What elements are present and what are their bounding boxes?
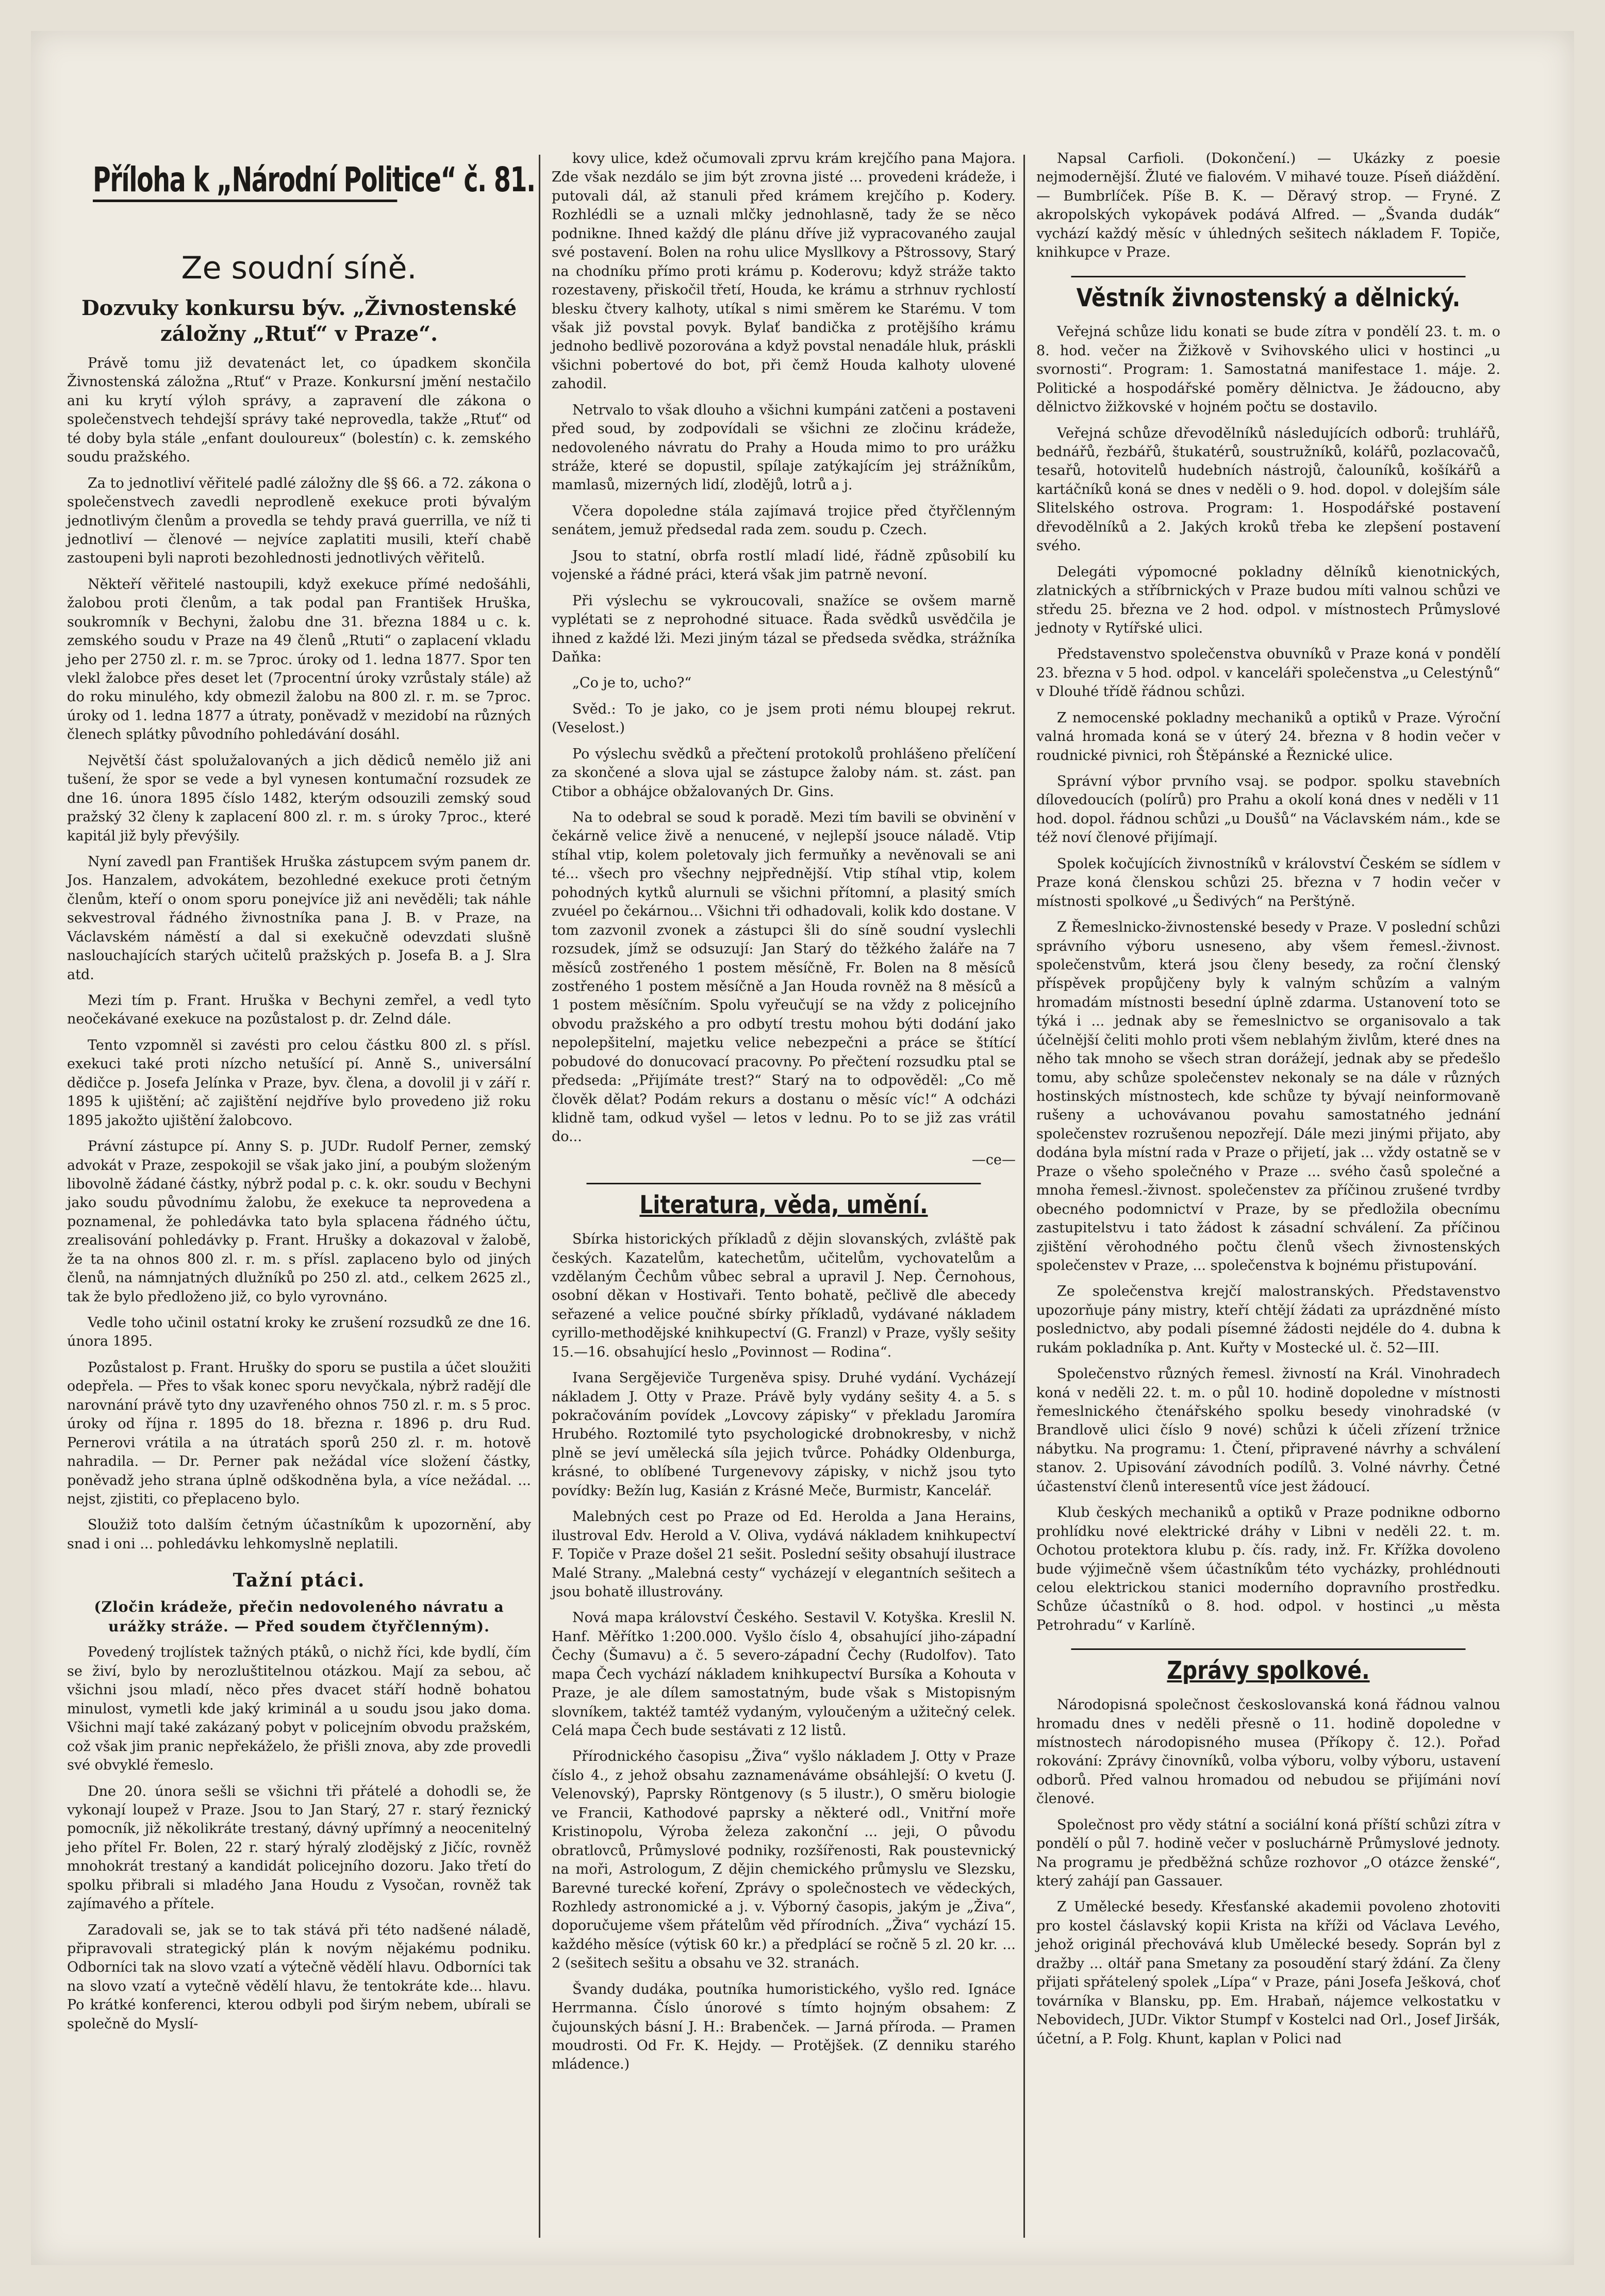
column-3 xyxy=(1036,150,1500,2056)
paragraph: Nová mapa království Českého. Sestavil V. Kotyška. Kreslil N. Hanf. Měřítko 1:200.000. Vyšlo číslo 4, obsahující jiho-západní Čechy (Šumavu) a č. 5 severo-západní Čechy (Rudolfov). Tato mapa Čech vychází nákladem knihkupectví Bursíka a Kohouta v Praze, je ale dílem samostatným, bude však s Mistopisným slovníkem, taktéž tamtéž vydaným, vyloučeným a užitečný celek. Celá mapa Čech bude sestávati z 12 listů. xyxy=(552,1610,1016,1739)
paragraph: Pozůstalost p. Frant. Hrušky do sporu se pustila a účet sloužiti odepřela. — Přes to však konec sporu nevyčkala, nýbrž radějí dle narovnání právě tyto dny uzavřeného ohnos 750 zl. r. m. s 5 proc. úroky od října r. 1895 do 18. března r. 1896 p. dru Rud. Pernerovi vrátila a na útratách sporů 250 zl. r. m. hotově nahradila. — Dr. Perner pak nežádal více složení částky, poněvadž jeho strana úplně odškodněna byla, a více nežádal. ... nejst, zjistiti, co přeplaceno bylo. xyxy=(67,1359,531,1507)
paragraph: Někteří věřitelé nastoupili, když exekuce přímé nedošáhli, žalobou proti členům, a tak podal pan František Hruška, soukromník v Bechyni, žalobu dne 31. března 1884 u c. k. zemského soudu v Praze na 49 členů „Rtuti“ o zaplacení vkladu jeho per 2750 zl. r. m. se 7proc. úroky od 1. ledna 1877. Spor ten vlekl žalobce přes deset let (7procentní úroky vzrůstaly stále) až do roku minulého, kdy obmezil žalobu na 800 zl. r. m. se 7proc. úroky od 1. ledna 1877 a útraty, poněvadž v mezidobí na různých členech splátky původního pohledávání dosáhl. xyxy=(67,576,531,743)
section-heading: Zprávy spolkové. xyxy=(1071,1648,1466,1688)
paragraph: Napsal Carfioli. (Dokončení.) — Ukázky z poesie nejmodernější. Žluté ve fialovém. V mihavé touze. Píseň diáždění. — Bumbrlíček. Píše B. K. — Děravý strop. — Fryné. Z akropolských vykopávek podává Alfred. — „Švanda dudák“ vychází každý měsíc v úhledných sešitech nákladem F. Topiče, knihkupce v Praze. xyxy=(1036,151,1500,261)
section-heading: Věstník živnostenský a dělnický. xyxy=(1071,276,1466,315)
paragraph: Z nemocenské pokladny mechaniků a optiků v Praze. Výroční valná hromada koná se v úterý 24. března v 8 hodin večer v roudnické pivnici, roh Štěpánské a Řeznické ulice. xyxy=(1036,709,1500,764)
article-deck: (Zločin krádeže, přečin nedovoleného návratu a urážky stráže. — Před soudem čtyřčlenným). xyxy=(94,1598,504,1635)
supplement-masthead: Příloha k „Národní Politice“ č. 81. xyxy=(93,160,397,202)
paragraph: Správní výbor prvního vsaj. se podpor. spolku stavebních dílovedoucích (polírů) pro Prahu a okolí koná dnes v neděli v 11 hod. dopol. řádnou schůzi „u Doušů“ na Václavském nám., kde se též noví členové přijímají. xyxy=(1036,773,1500,846)
article-subhead: Tažní ptáci. xyxy=(233,1570,366,1592)
paragraph: Z Umělecké besedy. Křesťanské akademii povoleno zhotoviti pro kostel čáslavský kopii Krista na kříži od Václava Levého, jehož originál přechovává klub Umělecké besedy. Soprán byl z dražby ... oltář pana Smetany za posoudění starý ždání. Za členy přijati spřátelený spolek „Lípa“ v Praze, páni Josefa Ješková, choť továrníka v Blansku, pp. Em. Hrabaň, nájemce velkostatku v Nebovidech, JUDr. Viktor Stumpf v Kostelci nad Orl., Josef Jiršák, účetní, a P. Folg. Khunt, kaplan v Polici nad xyxy=(1036,1899,1500,2047)
paragraph: Za to jednotliví věřitelé padlé záložny dle §§ 66. a 72. zákona o společenstvech zavedli neprodleně exekuce proti bývalým jednotlivým členům a provedla se tehdy pravá guerrilla, ve níž ti jednotliví — členové — nejvíce zaplatiti musili, kteří chabě zastoupeni byli naproti bezohlednosti jednotlivých věřitelů. xyxy=(67,475,531,567)
paragraph: Netrvalo to však dlouho a všichni kumpáni zatčeni a postaveni před soud, by zodpovídali se všichni ze zločinu krádeže, nedovoleného návratu do Prahy a Houda mimo to pro urážku stráže, které se dopustil, spílaje zatýkajícím jej strážníkům, mamlasů, mizerných lidí, zlodějů, lotrů a j. xyxy=(552,402,1016,493)
paragraph: Společenstvo různých řemesl. živností na Král. Vinohradech koná v neděli 22. t. m. o půl 10. hodině dopoledne v místnosti řemeslnického čtenářského spolku besedy vinohradské (v Brandlově ulici číslo 9 nové) schůzi k účeli zřízení tržnice nábytku. Na programu: 1. Čtení, připravené návrhy a schválení stanov. 2. Upisování závodních podílů. 3. Volné návrhy. Četné účastenství členů interesentů více jest žádoucí. xyxy=(1036,1366,1500,1495)
paragraph: Povedený trojlístek tažných ptáků, o nichž říci, kde bydlí, čím se živí, bylo by nerozluštitelnou otázkou. Mají za sebou, ač všichni jsou mladí, něco přes dvacet stáří hodně bohatou minulost, vymetli kde jaký kriminál a u soudu jsou jako doma. Všichni mají také zakázaný pobyt v policejním obvodu pražském, což však jim pranic nepřekáželo, že přišli znova, aby zde provedli své obvyklé řemeslo. xyxy=(67,1644,531,1774)
newspaper-page xyxy=(31,31,1574,2265)
paragraph: Ze společenstva krejčí malostranských. Představenstvo upozorňuje pány mistry, kteří chtějí žádati za uprázdněné místo poslednictvo, aby podali písemné žádosti nejdéle do 4. dubna k rukám pokladníka p. Ant. Kuřty v Mostecké ul. č. 52—III. xyxy=(1036,1283,1500,1356)
paragraph: Právě tomu již devatenáct let, co úpadkem skončila Živnostenská záložna „Rtuť“ v Praze. Konkursní jmění nestačilo ani ku krytí výloh správy, a zapravení dle zákona o společenstvech tehdejší správy také neprovedla, takže „Rtuť“ od té doby byla stále „enfant douloureux“ (bolestín) c. k. zemského soudu pražského. xyxy=(67,355,531,466)
paragraph: Ivana Sergějeviče Turgeněva spisy. Druhé vydání. Vycházejí nákladem J. Otty v Praze. Právě byly vydány sešity 4. a 5. s pokračováním povídek „Lovcovy zápisky“ v překladu Jaromíra Hrubého. Roztomilé tyto psychologické drobnokresby, v nichž plně se jeví umělecká síla jejich tvůrce. Pohádky Oldenburga, krásné, to oblíbené Turgenevovy zápisky, v nichž jsou tyto povídky: Bežín lug, Kasián z Krásné Meče, Burmistr, Kancelář. xyxy=(552,1370,1016,1499)
paragraph: Jsou to statní, obrfa rostlí mladí lidé, řádně způsobilí ku vojenské a řádné práci, která však jim patrně nevoní. xyxy=(552,548,1016,583)
paragraph: Společnost pro vědy státní a sociální koná příští schůzi zítra v pondělí o půl 7. hodině večer v posluchárně Průmyslové jednoty. Na programu je předběžná schůze rozhovor „O otázce ženské“, který zahájí pan Gassauer. xyxy=(1036,1816,1500,1890)
paragraph: Švandy dudáka, poutníka humoristického, vyšlo red. Ignáce Herrmanna. Číslo únorové s tímto hojným obsahem: Z čujounských básní J. H.: Brabenček. — Jarná příroda. — Pramen moudrosti. Od Fr. K. Hejdy. — Protějšek. (Z denniku starého mládence.) xyxy=(552,1981,1016,2073)
paragraph: Delegáti výpomocné pokladny dělníků kienotnických, zlatnických a stříbrnických v Praze budou míti valnou schůzi ve středu 25. března ve 2 hod. odpol. v místnostech Průmyslové jednoty v Rytířské ulici. xyxy=(1036,564,1500,636)
paragraph: Představenstvo společenstva obuvníků v Praze koná v pondělí 23. března v 5 hod. odpol. v kanceláři společenstva „u Celestýnů“ v Dlouhé třídě řádnou schůzi. xyxy=(1036,646,1500,700)
paragraph: Vedle toho učinil ostatní kroky ke zrušení rozsudků ze dne 16. února 1895. xyxy=(67,1315,531,1350)
paragraph: Spolek kočujících živnostníků v království Českém se sídlem v Praze koná členskou schůzi 25. března v 7 hodin večer v místnosti spolkové „u Šedivých“ na Perštýně. xyxy=(1036,855,1500,910)
paragraph: Po výslechu svědků a přečtení protokolů prohlášeno přelíčení za skončené a slova ujal se zástupce žaloby nám. st. zást. pan Ctibor a obhájce obžalovaných Dr. Gins. xyxy=(552,746,1016,800)
column-divider xyxy=(539,155,540,2238)
paragraph: Dne 20. února sešli se všichni tři přátelé a dohodli se, že vykonají loupež v Praze. Jsou to Jan Starý, 27 r. starý řeznický pomocník, již několikráte trestaný, dávný upřímný a neocenitelný jeho přítel Fr. Bolen, 22 r. starý hýralý zlodějský z Jičíc, rovněž mnohokrát trestaný a kandidát policejního dozoru. Jako třetí do spolku přibrali si mladého Jana Houdu z Vysočan, rovněž tak zajímavého a přítele. xyxy=(67,1783,531,1912)
paragraph: Zaradovali se, jak se to tak stává při této nadšené náladě, připravovali strategický plán k novým nějakému podniku. Odborníci tak na slovo vzatí a výtečně vědělí hlavu. Odborníci tak na slovo vzatí a vytečně vědělí hlavu, že tentokráte kde... hlavu. Po krátké konferenci, kterou odbyli pod širým nebem, ubírali se společně do Myslí- xyxy=(67,1922,531,2032)
paragraph: Mezi tím p. Frant. Hruška v Bechyni zemřel, a vedl tyto neočekávané exekuce na pozůstalost p. dr. Zelnd dále. xyxy=(67,993,531,1028)
paragraph: Národopisná společnost českoslovanská koná řádnou valnou hromadu dnes v neděli přesně o 11. hodině dopoledne v místnostech národopisného musea (Příkopy č. 12.). Pořad rokování: Zprávy činovníků, volba výboru, volby výboru, ustavení odborů. Před valnou hromadou od nebudou se přijímáni noví členové. xyxy=(1036,1697,1500,1807)
section-title: Ze soudní síně. xyxy=(181,250,417,286)
paragraph: Sbírka historických příkladů z dějin slovanských, zvláště pak českých. Kazatelům, katechetům, učitelům, vychovatelům a vzdělaným Čechům vůbec sebral a upravil J. Nep. Černohous, osobní děkan v Hostivaři. Tento bohatě, pečlivě dle abecedy seřazené a velice poučné sbírky příkladů, vydávané nákladem cyrillo-methodějské knihkupectví (G. Franzl) v Praze, vyšly sešity 15.—16. obsahující heslo „Povinnost — Rodina“. xyxy=(552,1231,1016,1360)
paragraph: Na to odebral se soud k poradě. Mezi tím bavili se obvinění v čekárně velice živě a nenucené, v nejlepší jsouce náladě. Vtip stíhal vtip, kolem poletovaly jich fermuňky a nevěnovali se ani té... všech pro všechny nejpřednější. Vtip stíhal vtip, kolem pohodných kytků alurnuli se všichni přítomní, a plasitý smích zvuéel po čekárnou... Všichni tři odhadovali, kolik kdo dostane. V tom zazvonil zvonek a zástupci šli do síně soudní vyslechli rozsudek, jímž se odsuzují: Jan Starý do těžkého žaláře na 7 měsíců zostřeného 1 postem měsíčně, Fr. Bolen na 8 měsíců zostřeného 1 postem měsíčně a Jan Houda rovněž na 8 měsíců a 1 postem měsíčním. Spolu vyřeučují se na vždy z policejního obvodu pražského a pro odbytí trestu mohou býti dodání jako nepolepšitelní, majetku velice nebezpečni a práce se štítící pobudové do donucovací pracovny. Po přečtení rozsudku ptal se předseda: „Přijímáte trest?“ Starý na to odpověděl: „Co mě člověk dělat? Podám rekurs a dostanu o měsíc víc!“ A odcházi klidně tam, odkud vyšel — letos v lednu. Po to se již zas vrátil do... xyxy=(552,810,1016,1145)
article-end-mark: —ce— xyxy=(971,1151,1016,1168)
paragraph: Právní zástupce pí. Anny S. p. JUDr. Rudolf Perner, zemský advokát v Praze, zespokojil se však jako jiní, a poubým složeným libovolně žádané částky, nýbrž podal p. c. k. okr. soudu v Bechyni jako soudu původnímu žalobu, že exekuce ta neprovedena a poznamenal, že pohledávka tato byla splacena řádného účtu, zrealisování pohledávky p. Frant. Hrušky a dokazoval v žalobě, že ta na ohnos 800 zl. r. m. s přísl. zaplaceno bylo od jiných členů, na námnjatných dlužníků po 250 zl. atd., celkem 2625 zl., tak že bylo předloženo již, co bylo vyrovnáno. xyxy=(67,1138,531,1305)
paragraph: Při výslechu se vykroucovali, snažíce se ovšem marně vyplétati se z neprohodné situace. Řada svědků usvědčila je ihned z každé lži. Mezi jiným tázal se předseda svědka, strážníka Daňka: xyxy=(552,592,1016,665)
paragraph: Svěd.: To je jako, co je jsem proti nému bloupej rekrut. (Veselost.) xyxy=(552,701,1016,736)
paragraph: Největší část spolužalovaných a jich dědiců nemělo již ani tušení, že spor se vede a byl vynesen kontumační rozsudek ze dne 16. února 1895 číslo 1482, kterým odsouzili zemský soud pražský 32 členy k zaplacení 800 zl. r. m. s úroky 7proc., které kapitál již byly převýšily. xyxy=(67,752,531,844)
paragraph: Malebných cest po Praze od Ed. Herolda a Jana Herains, ilustroval Edv. Herold a V. Oliva, vydává nákladem knihkupectví F. Topiče v Praze došel 21 sešit. Poslední sešity obsahují ilustrace Malé Strany. „Malebná cesty“ vycházejí v elegantních sešitech a jsou bohatě illustrovány. xyxy=(552,1509,1016,1600)
paragraph: Veřejná schůze dřevodělníků následujících odborů: truhlářů, bednářů, řezbářů, štukatérů, soustružníků, kolářů, pozlacovačů, tesařů, hotovitelů hudebních nástrojů, čalouníků, košíkářů a kartáčníků koná se dnes v neděli o 9. hod. dopol. v dolejším sále Slitelského ostrova. Program: 1. Hospodářské postavení dřevodělníků a 2. Jakých kroků třeba ke zlepšení postavení svého. xyxy=(1036,425,1500,554)
column-1 xyxy=(67,247,531,2041)
paragraph: „Co je to, ucho?“ xyxy=(572,675,692,691)
paragraph: Veřejná schůze lidu konati se bude zítra v pondělí 23. t. m. o 8. hod. večer na Žižkově v Svihovského ulici v hostinci „u svornosti“. Program: 1. Samostatná manifestace 1. máje. 2. Politické a hospodářské poměry dělnictva. Je žádoucno, aby dělnictvo žižkovské v hojném počtu se dostavilo. xyxy=(1036,324,1500,416)
paragraph: Tento vzpomněl si zavésti pro celou částku 800 zl. s přísl. exekuci také proti nízcho netušící pí. Anně S., universální dědičce p. Josefa Jelínka v Praze, byv. člena, a dovolil ji v září r. 1895 k ujištění; ač zajištění nejdříve bylo provedeno již roku 1895 jakožto ujištění žalobcovo. xyxy=(67,1037,531,1129)
paragraph: Klub českých mechaniků a optiků v Praze podnikne odborno prohlídku nové elektrické dráhy v Libni v neděli 22. t. m. Ochotou protektora klubu p. čís. rady, inž. Fr. Křížka dovoleno bude výjimečně všem účastníkům této vycházky, prohlédnouti celou elektrickou stanici moderního dopravního prostředku. Schůze účastníků o 8. hod. odpol. v hostinci „u města Petrohradu“ v Karlíně. xyxy=(1036,1505,1500,1633)
paragraph: Včera dopoledne stála zajímavá trojice před čtyřčlenným senátem, jemuž předsedal rada zem. soudu p. Czech. xyxy=(552,503,1016,538)
column-divider xyxy=(1023,155,1025,2238)
article-headline: Dozvuky konkursu býv. „Živnostenské záložny „Rtuť“ v Praze“. xyxy=(81,296,517,346)
paragraph: kovy ulice, kdež očumovali zprvu krám krejčího pana Majora. Zde však nezdálo se jim být zrovna jisté ... provedeni krádeže, i putovali dál, až stanuli před krámem krejčího p. Kodery. Rozhlédli se a uznali mlčky jednohlasně, tady že se něco podnikne. Ihned každý dle plánu dříve již vypracovaného zaujal své postavení. Bolen na rohu ulice Mysllkovy a Pštrossovy, Starý na chodníku přímo proti krámu p. Koderovu; když stráže takto rozestaveny, přiskočil třetí, Houda, ke krámu a strhnuv rychlostí blesku čtvery kalhoty, utíkal s nimi směrem ke Starému. V tom však již povstal povyk. Bylať bandička z protějšího krámu jednoho bedlivě pozorována a když povstal nenadále hluk, práskli všichni pobertové do bot, při čemž Houda kalhoty ulovené zahodil. xyxy=(552,151,1016,392)
paragraph: Z Řemeslnicko-živnostenské besedy v Praze. V poslední schůzi správního výboru usneseno, aby všem řemesl.-živnost. společenstvům, která jsou členy besedy, za roční členský příspěvek propůjčeny byly k valným schůzím a valným hromadám místnosti besední úplně zdarma. Ustanovení toto se týká i ... jednak aby se řemeslnictvo se organisovalo a tak účelnější čeliti mohlo proti všem neblahým živlům, které dnes na něho tak mnoho se všech stran dorážejí, jednak aby se předešlo tomu, aby schůze společenstev nekonaly se na dále v různých hostinských místnostech, kde schůze ty bývají neinformovaně rušeny a uchovávanou povahu samostatného jednání společenstev rozrušenou nepozřejí. Dále mezi jinými přijato, aby dodána byla místní rada v Praze o přijetí, jak ... vždy ostatně se v Praze o všeho společného v Praze ... svého časů společné a mnoha řemesl.-živnost. společenstev za příčinou zrušené tvrdby obecného podomnictví v Praze, by se předložila obecnímu zastupitelstvu i tato žádost k zásadní schválení. Za příčinou zjištění věrohodného počtu členů všech živnostenských společenstev v Praze, ... společenstva k bojnému přistupování. xyxy=(1036,919,1500,1274)
paragraph: Přírodnického časopisu „Živa“ vyšlo nákladem J. Otty v Praze číslo 4., z jehož obsahu zaznamenáváme obsáhlejší: O kvetu (J. Velenovský), Paprsky Röntgenovy (s 5 ilustr.), O směru biologie ve Francii, Kathodové paprsky a některé odl., Vnitřní moře Kristinopolu, Výroba železa zakonční ... jeji, O původu obratlovců, Průmyslové podniky, rozšířenosti, Rak poustevnický na moři, Astrologum, Z dějin chemického průmyslu ve Slezsku, Barevné turecké koření, Zprávy o společnostech ve vědeckých, Rozhledy astronomické a j. v. Výborný časopis, jakým je „Živa“, doporučujeme všem přátelům věd přírodních. „Živa“ vychází 15. každého měsíce (výtisk 60 kr.) a předplácí se ročně 5 zl. 20 kr. ... 2 (sešitech sešitu a obsahu ve 32. stranách. xyxy=(552,1748,1016,1972)
column-2 xyxy=(552,150,1016,2082)
paragraph: Sloužiž toto dalším četným účastníkům k upozornění, aby snad i oni ... pohledávku lehkomyslně neplatili. xyxy=(67,1517,531,1552)
section-heading: Literatura, věda, umění. xyxy=(587,1183,981,1222)
paragraph: Nyní zavedl pan František Hruška zástupcem svým panem dr. Jos. Hanzalem, advokátem, bezohledné exekuce proti četným členům, kteří o onom sporu ponejvíce již ani nevěděli; tak náhle sekvestroval řádného živnostníka pana J. B. v Praze, na Václavském náměstí a dal si exekučně odevzdati slušně naslouchajících starých učitelů pražských p. Josefa B. a J. Slra atd. xyxy=(67,853,531,983)
